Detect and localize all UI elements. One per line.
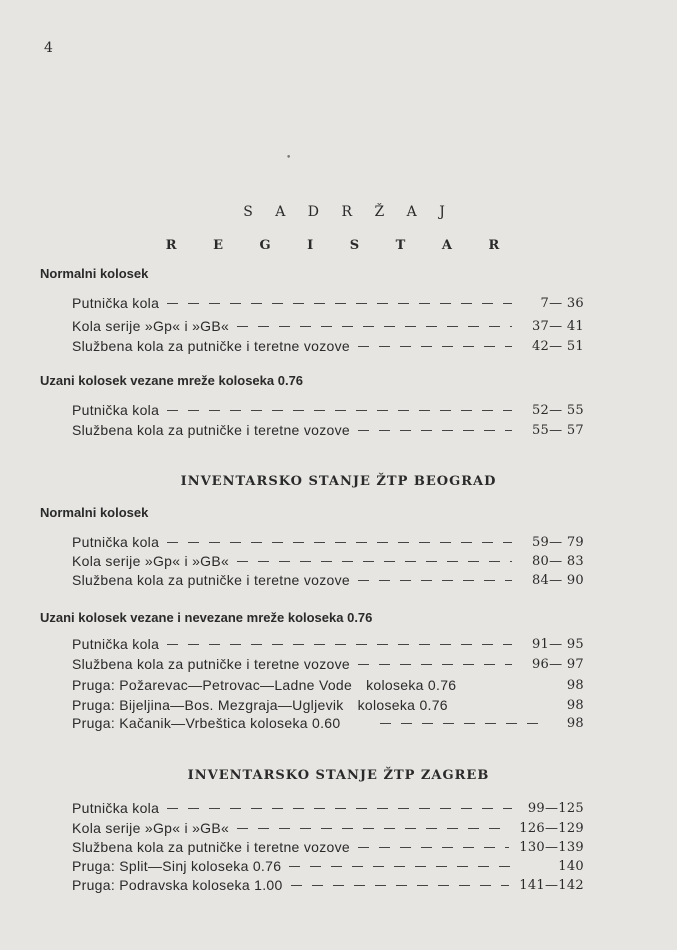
dot-leader xyxy=(291,885,510,886)
ink-speck: • xyxy=(286,153,292,163)
toc-row xyxy=(72,421,584,439)
beograd-heading: INVENTARSKO STANJE ŽTP BEOGRAD xyxy=(180,474,497,489)
toc-row xyxy=(72,552,584,570)
toc-pages: 7— 36 xyxy=(540,295,584,311)
dot-leader xyxy=(289,866,512,867)
toc-pages: 91— 95 xyxy=(531,636,584,652)
toc-gauge: koloseka 0.76 xyxy=(357,697,448,713)
toc-row xyxy=(72,533,584,551)
section-heading-normal-gauge: Normalni kolosek xyxy=(40,266,149,281)
toc-label: Putnička kola xyxy=(72,534,160,550)
toc-label: Službena kola za putničke i teretne vozove xyxy=(72,839,350,855)
dot-leader xyxy=(358,430,512,431)
section-heading-narrow-gauge: Uzani kolosek vezane i nevezane mreže koloseka 0.76 xyxy=(40,610,373,625)
toc-pages: 42— 51 xyxy=(531,338,584,354)
toc-pages: 96— 97 xyxy=(531,656,584,672)
toc-label: Službena kola za putničke i teretne vozove xyxy=(72,422,350,438)
dot-leader xyxy=(167,410,512,411)
contents-title: S A D R Ž A J xyxy=(243,204,454,220)
toc-row xyxy=(72,655,584,673)
toc-row-pruga xyxy=(72,714,584,732)
toc-row-pruga xyxy=(72,696,584,714)
toc-pages: 55— 57 xyxy=(531,422,584,438)
toc-label: Kola serije »Gp« i »GB« xyxy=(72,553,230,569)
toc-label: Putnička kola xyxy=(72,295,160,311)
toc-pages: 52— 55 xyxy=(531,402,584,418)
toc-label: Službena kola za putničke i teretne vozove xyxy=(72,338,350,354)
dot-leader xyxy=(167,303,512,304)
toc-label: Kola serije »Gp« i »GB« xyxy=(72,318,230,334)
toc-label: Putnička kola xyxy=(72,800,160,816)
toc-label: Pruga: Podravska koloseka 1.00 xyxy=(72,877,283,893)
toc-row xyxy=(72,838,584,856)
dot-leader xyxy=(167,542,512,543)
toc-pages: 98 xyxy=(566,715,584,731)
zagreb-heading: INVENTARSKO STANJE ŽTP ZAGREB xyxy=(187,768,490,783)
toc-label: Pruga: Split—Sinj koloseka 0.76 xyxy=(72,858,282,874)
section-heading-narrow-gauge: Uzani kolosek vezane mreže koloseka 0.76 xyxy=(40,373,304,388)
toc-row xyxy=(72,294,584,312)
toc-label: Pruga: Bijeljina—Bos. Mezgraja—Ugljevik xyxy=(72,697,344,713)
toc-pages: 140 xyxy=(558,858,584,874)
dot-leader xyxy=(358,664,512,665)
toc-row xyxy=(72,571,584,589)
toc-pages: 141—142 xyxy=(519,877,584,893)
section-heading-normal-gauge: Normalni kolosek xyxy=(40,505,149,520)
toc-row xyxy=(72,799,584,817)
toc-row xyxy=(72,819,584,837)
toc-pages: 130—139 xyxy=(519,839,584,855)
toc-pages: 84— 90 xyxy=(531,572,584,588)
toc-pages: 37— 41 xyxy=(531,318,584,334)
toc-row xyxy=(72,876,584,894)
toc-row xyxy=(72,317,584,335)
toc-label: Putnička kola xyxy=(72,402,160,418)
toc-label: Službena kola za putničke i teretne vozove xyxy=(72,572,350,588)
register-title: R E G I S T A R xyxy=(165,238,516,253)
toc-row-pruga xyxy=(72,676,584,694)
dot-leader xyxy=(167,644,512,645)
dot-leader xyxy=(237,561,512,562)
toc-row xyxy=(72,635,584,653)
toc-row xyxy=(72,401,584,419)
dot-leader xyxy=(358,580,512,581)
toc-gauge: koloseka 0.76 xyxy=(366,677,457,693)
toc-label: Pruga: Požarevac—Petrovac—Ladne Vode xyxy=(72,677,353,693)
toc-label: Putnička kola xyxy=(72,636,160,652)
toc-pages: 99—125 xyxy=(527,800,584,816)
toc-pages: 98 xyxy=(566,677,584,693)
toc-label: Kola serije »Gp« i »GB« xyxy=(72,820,230,836)
dot-leader xyxy=(380,723,542,724)
dot-leader xyxy=(167,808,512,809)
dot-leader xyxy=(237,828,509,829)
toc-label: Službena kola za putničke i teretne vozove xyxy=(72,656,350,672)
toc-pages: 98 xyxy=(566,697,584,713)
dot-leader xyxy=(237,326,512,327)
toc-pages: 59— 79 xyxy=(531,534,584,550)
dot-leader xyxy=(358,847,509,848)
toc-label: Pruga: Kačanik—Vrbeštica koloseka 0.60 xyxy=(72,715,341,731)
page-number: 4 xyxy=(44,40,53,56)
toc-row xyxy=(72,857,584,875)
toc-row xyxy=(72,337,584,355)
dot-leader xyxy=(358,346,512,347)
toc-pages: 126—129 xyxy=(519,820,584,836)
toc-pages: 80— 83 xyxy=(531,553,584,569)
